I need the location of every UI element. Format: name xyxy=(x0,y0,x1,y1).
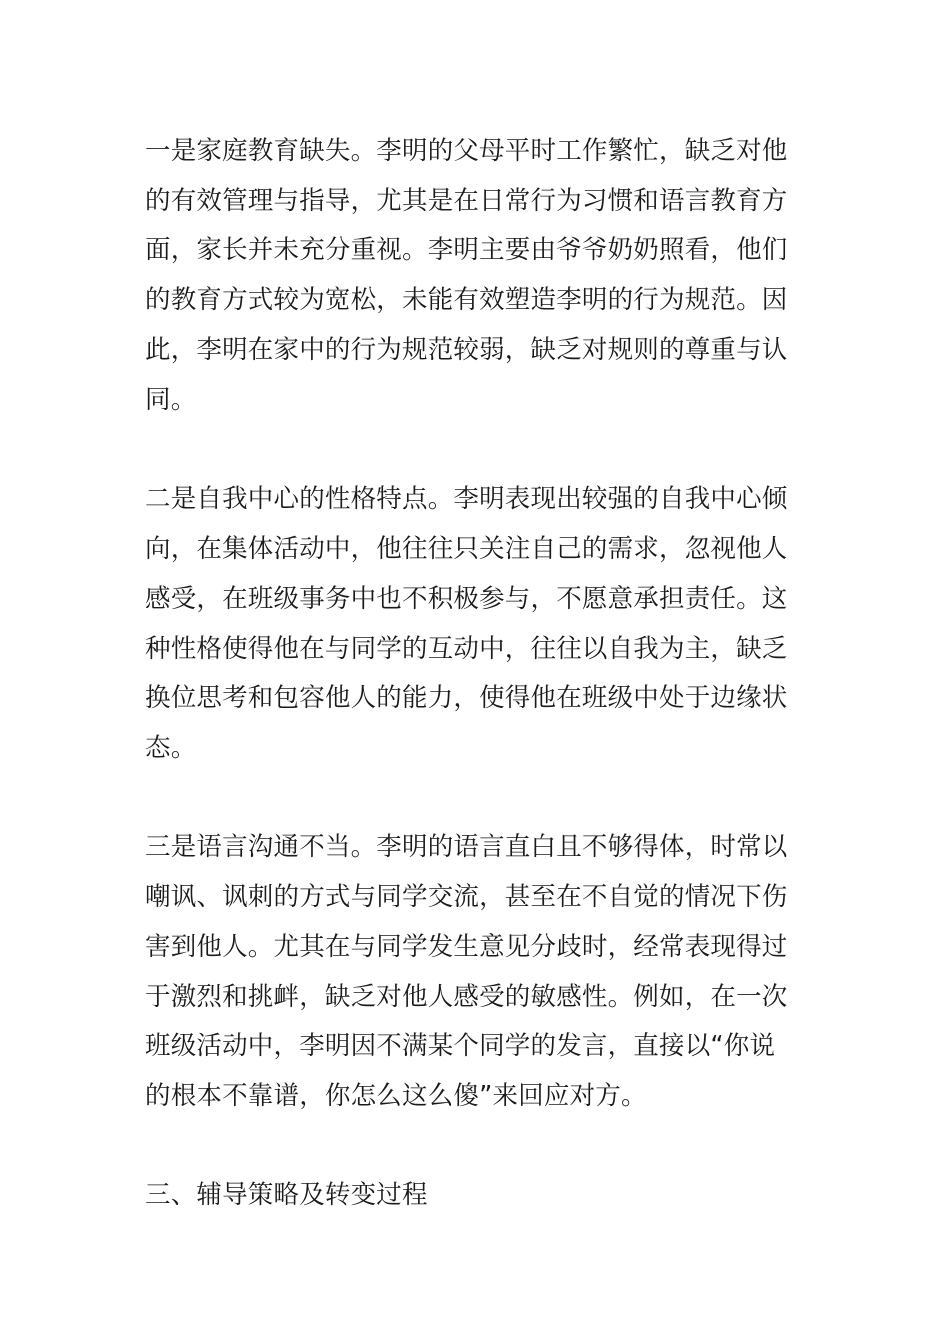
paragraph-line: 换位思考和包容他人的能力，使得他在班级中处于边缘状 xyxy=(145,683,788,713)
paragraph-line: 面，家长并未充分重视。李明主要由爷爷奶奶照看，他们 xyxy=(145,235,788,265)
paragraph-line: 种性格使得他在与同学的互动中，往往以自我为主，缺乏 xyxy=(145,634,788,664)
paragraph-line: 此，李明在家中的行为规范较弱，缺乏对规则的尊重与认 xyxy=(145,335,788,365)
paragraph-line: 嘲讽、讽刺的方式与同学交流，甚至在不自觉的情况下伤 xyxy=(145,882,788,912)
paragraph-line: 班级活动中，李明因不满某个同学的发言，直接以“你说 xyxy=(145,1031,776,1061)
paragraph-line: 三是语言沟通不当。李明的语言直白且不够得体，时常以 xyxy=(145,832,788,862)
paragraph-line: 的根本不靠谱，你怎么这么傻”来回应对方。 xyxy=(145,1081,647,1111)
paragraph-line: 感受，在班级事务中也不积极参与，不愿意承担责任。这 xyxy=(145,584,788,614)
paragraph-line: 的教育方式较为宽松，未能有效塑造李明的行为规范。因 xyxy=(145,285,788,315)
paragraph-line: 态。 xyxy=(145,733,197,763)
paragraph-line: 向，在集体活动中，他往往只关注自己的需求，忽视他人 xyxy=(145,534,788,564)
section-heading: 三、辅导策略及转变过程 xyxy=(145,1180,428,1210)
paragraph-line: 一是家庭教育缺失。李明的父母平时工作繁忙，缺乏对他 xyxy=(145,136,788,166)
paragraph-line: 害到他人。尤其在与同学发生意见分歧时，经常表现得过 xyxy=(145,932,788,962)
paragraph-line: 同。 xyxy=(145,385,197,415)
paragraph-line: 的有效管理与指导，尤其是在日常行为习惯和语言教育方 xyxy=(145,186,788,216)
paragraph-line: 二是自我中心的性格特点。李明表现出较强的自我中心倾 xyxy=(145,484,788,514)
paragraph-line: 于激烈和挑衅，缺乏对他人感受的敏感性。例如，在一次 xyxy=(145,982,788,1012)
